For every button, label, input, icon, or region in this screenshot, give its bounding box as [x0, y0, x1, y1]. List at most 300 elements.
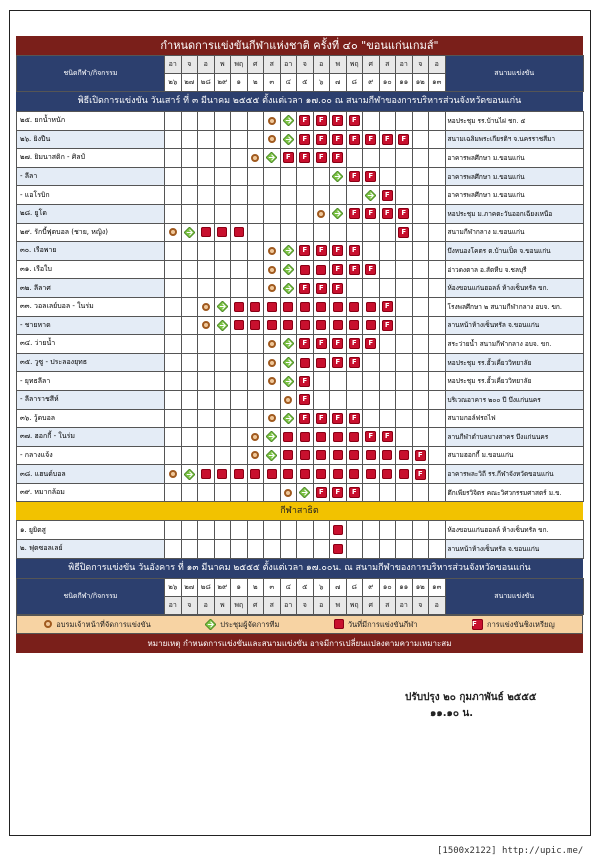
- day-cell: อา: [165, 56, 182, 74]
- competition-day-icon: [366, 302, 376, 312]
- date-cell: ๓: [264, 74, 281, 92]
- schedule-cell: [313, 186, 330, 205]
- venue-name: บริเวณอาคาร ๒๐๐ ปี บึงแก่นนคร: [445, 390, 584, 409]
- schedule-cell: [363, 130, 380, 149]
- schedule-cell: [412, 297, 429, 316]
- schedule-cell: [231, 465, 248, 484]
- medal-icon: F: [365, 264, 376, 275]
- date-cell: ๒: [247, 74, 264, 92]
- table-row: [17, 112, 584, 131]
- schedule-cell: [181, 297, 198, 316]
- competition-day-icon: [250, 469, 260, 479]
- schedule-cell: [247, 483, 264, 502]
- schedule-cell: [165, 483, 182, 502]
- sport-name: ๒. ฟุตซอลเลย์: [17, 540, 165, 559]
- ring-icon: [202, 321, 210, 329]
- sport-name: - กลางแจ้ง: [17, 446, 165, 465]
- table-row: [17, 446, 584, 465]
- revised-date: ปรับปรุง ๒๐ กุมภาพันธ์ ๒๕๕๕: [405, 692, 537, 703]
- schedule-cell: [379, 446, 396, 465]
- schedule-cell: [313, 167, 330, 186]
- schedule-cell: [198, 186, 215, 205]
- schedule-cell: [181, 167, 198, 186]
- schedule-cell: [247, 167, 264, 186]
- schedule-cell: [165, 428, 182, 447]
- sport-name: ๓๙. หมากล้อม: [17, 483, 165, 502]
- venue-name: อาคารพลศึกษา ม.ขอนแก่น: [445, 149, 584, 168]
- competition-day-icon: [334, 619, 344, 629]
- medal-icon: F: [332, 245, 343, 256]
- schedule-cell: [346, 353, 363, 372]
- day-cell: อา: [280, 596, 297, 614]
- schedule-cell: [214, 353, 231, 372]
- schedule-cell: [396, 279, 413, 298]
- schedule-cell: [297, 446, 314, 465]
- schedule-cell: [297, 167, 314, 186]
- schedule-cell: [330, 279, 347, 298]
- schedule-cell: [297, 353, 314, 372]
- schedule-cell: [264, 186, 281, 205]
- schedule-cell: [429, 390, 446, 409]
- sports-table: [16, 111, 584, 502]
- medal-icon: F: [365, 208, 376, 219]
- ring-icon: [284, 489, 292, 497]
- medal-icon: F: [299, 245, 310, 256]
- schedule-cell: [214, 130, 231, 149]
- competition-day-icon: [316, 320, 326, 330]
- arrow-icon: [283, 283, 294, 294]
- schedule-cell: [247, 390, 264, 409]
- schedule-cell: [198, 353, 215, 372]
- competition-day-icon: [250, 320, 260, 330]
- schedule-cell: [412, 446, 429, 465]
- schedule-cell: [231, 204, 248, 223]
- table-row: [17, 149, 584, 168]
- schedule-cell: [264, 297, 281, 316]
- schedule-cell: [231, 279, 248, 298]
- schedule-cell: [297, 279, 314, 298]
- schedule-cell: [379, 167, 396, 186]
- schedule-cell: [231, 186, 248, 205]
- schedule-cell: [330, 372, 347, 391]
- schedule-cell: [280, 446, 297, 465]
- medal-icon: F: [299, 338, 310, 349]
- schedule-cell: [297, 130, 314, 149]
- schedule-cell: [330, 130, 347, 149]
- schedule-cell: [231, 390, 248, 409]
- table-row: [17, 130, 584, 149]
- competition-day-icon: [201, 227, 211, 237]
- schedule-cell: [379, 390, 396, 409]
- day-cell: พฤ: [231, 56, 248, 74]
- ring-icon: [202, 303, 210, 311]
- competition-day-icon: [234, 469, 244, 479]
- schedule-cell: [396, 409, 413, 428]
- date-cell: ๒: [247, 578, 264, 596]
- medal-icon: F: [299, 115, 310, 126]
- schedule-title: กำหนดการแข่งขันกีฬาแห่งชาติ ครั้งที่ ๔๐ "ขอนแก่นเกมส์": [16, 36, 583, 55]
- competition-day-icon: [333, 544, 343, 554]
- medal-icon: F: [332, 134, 343, 145]
- ring-icon: [268, 247, 276, 255]
- venue-name: ห้องขอนแก่นฮอลล์ ห้างเซ็นทรัล ขก.: [445, 279, 584, 298]
- schedule-cell: [247, 279, 264, 298]
- schedule-cell: [198, 223, 215, 242]
- footer-header-table: [16, 578, 584, 615]
- venue-column-header-bottom: สนามแข่งขัน: [445, 578, 584, 614]
- schedule-cell: [247, 335, 264, 354]
- venue-name: สนามกีฬากลาง ม.ขอนแก่น: [445, 223, 584, 242]
- competition-day-icon: [316, 450, 326, 460]
- schedule-cell: [198, 112, 215, 131]
- competition-day-icon: [283, 469, 293, 479]
- schedule-cell: [379, 353, 396, 372]
- competition-day-icon: [366, 320, 376, 330]
- competition-day-icon: [283, 302, 293, 312]
- schedule-cell: [231, 130, 248, 149]
- schedule-cell: [297, 204, 314, 223]
- schedule-cell: [396, 465, 413, 484]
- sport-name: - ลีลาราชสีห์: [17, 390, 165, 409]
- competition-day-icon: [283, 320, 293, 330]
- schedule-cell: [363, 428, 380, 447]
- schedule-cell: [297, 149, 314, 168]
- day-cell: ส: [264, 596, 281, 614]
- schedule-cell: [264, 390, 281, 409]
- competition-day-icon: [349, 320, 359, 330]
- day-cell: ศ: [247, 56, 264, 74]
- date-cell: ๒๘: [198, 74, 215, 92]
- competition-day-icon: [333, 450, 343, 460]
- arrow-icon: [184, 227, 195, 238]
- venue-name: โรงพลศึกษา ๒ สนามกีฬากลาง อบจ. ขก.: [445, 297, 584, 316]
- day-cell: ศ: [363, 596, 380, 614]
- schedule-cell: [313, 316, 330, 335]
- schedule-cell: [346, 242, 363, 261]
- schedule-cell: [363, 186, 380, 205]
- table-row: [17, 186, 584, 205]
- schedule-cell: [363, 279, 380, 298]
- venue-name: อาคารพลศึกษา ม.ขอนแก่น: [445, 186, 584, 205]
- schedule-cell: [313, 465, 330, 484]
- schedule-cell: [396, 130, 413, 149]
- day-cell: ศ: [247, 596, 264, 614]
- schedule-cell: [330, 242, 347, 261]
- schedule-cell: [412, 204, 429, 223]
- day-cell: อ: [429, 596, 446, 614]
- schedule-cell: [264, 335, 281, 354]
- day-cell: พ: [330, 56, 347, 74]
- sport-name: ๓๒. ลีลาศ: [17, 279, 165, 298]
- schedule-cell: [214, 204, 231, 223]
- schedule-cell: [412, 279, 429, 298]
- arrow-icon: [217, 301, 228, 312]
- competition-day-icon: [333, 469, 343, 479]
- schedule-cell: [363, 390, 380, 409]
- schedule-cell: [214, 390, 231, 409]
- schedule-cell: [214, 242, 231, 261]
- schedule-cell: [429, 260, 446, 279]
- schedule-cell: [231, 483, 248, 502]
- schedule-cell: [264, 353, 281, 372]
- competition-day-icon: [267, 320, 277, 330]
- schedule-cell: [412, 353, 429, 372]
- schedule-cell: [165, 335, 182, 354]
- day-cell: พ: [214, 596, 231, 614]
- schedule-cell: [247, 409, 264, 428]
- date-cell: ๒๘: [198, 578, 215, 596]
- table-row: [17, 353, 584, 372]
- schedule-cell: [313, 483, 330, 502]
- schedule-cell: [429, 130, 446, 149]
- schedule-cell: [231, 540, 248, 559]
- competition-day-icon: [300, 469, 310, 479]
- schedule-cell: [396, 186, 413, 205]
- medal-icon: F: [349, 134, 360, 145]
- competition-day-icon: [333, 432, 343, 442]
- schedule-cell: [214, 186, 231, 205]
- schedule-cell: [379, 242, 396, 261]
- schedule-cell: [280, 372, 297, 391]
- schedule-cell: [214, 521, 231, 540]
- schedule-cell: [280, 521, 297, 540]
- venue-column-header: สนามแข่งขัน: [445, 56, 584, 92]
- schedule-cell: [379, 112, 396, 131]
- schedule-cell: [198, 242, 215, 261]
- competition-day-icon: [399, 450, 409, 460]
- schedule-cell: [181, 521, 198, 540]
- schedule-cell: [165, 167, 182, 186]
- ring-icon: [284, 396, 292, 404]
- schedule-cell: [429, 483, 446, 502]
- schedule-cell: [198, 465, 215, 484]
- schedule-cell: [198, 297, 215, 316]
- medal-icon: F: [382, 190, 393, 201]
- table-row: [17, 167, 584, 186]
- competition-day-icon: [316, 432, 326, 442]
- schedule-cell: [330, 353, 347, 372]
- medal-icon: F: [316, 245, 327, 256]
- schedule-cell: [363, 521, 380, 540]
- schedule-cell: [165, 390, 182, 409]
- schedule-cell: [313, 130, 330, 149]
- venue-name: หอประชุม รร.ฮั้วเคี่ยววิทยาลัย: [445, 353, 584, 372]
- schedule-cell: [297, 409, 314, 428]
- medal-icon: F: [398, 134, 409, 145]
- schedule-cell: [247, 204, 264, 223]
- schedule-cell: [264, 428, 281, 447]
- schedule-cell: [396, 167, 413, 186]
- schedule-cell: [363, 316, 380, 335]
- schedule-cell: [346, 483, 363, 502]
- schedule-cell: [214, 465, 231, 484]
- schedule-cell: [379, 335, 396, 354]
- medal-icon: F: [332, 283, 343, 294]
- schedule-cell: [247, 316, 264, 335]
- day-cell: พฤ: [346, 56, 363, 74]
- schedule-cell: [297, 260, 314, 279]
- schedule-cell: [346, 428, 363, 447]
- venue-name: อ่าวดงตาล อ.สัตหีบ จ.ชลบุรี: [445, 260, 584, 279]
- arrow-icon: [299, 487, 310, 498]
- schedule-cell: [379, 260, 396, 279]
- schedule-cell: [346, 260, 363, 279]
- schedule-cell: [280, 279, 297, 298]
- competition-day-icon: [316, 302, 326, 312]
- schedule-cell: [346, 186, 363, 205]
- schedule-cell: [363, 465, 380, 484]
- schedule-cell: [264, 409, 281, 428]
- day-cell: จ: [297, 596, 314, 614]
- schedule-cell: [346, 465, 363, 484]
- schedule-cell: [330, 428, 347, 447]
- schedule-cell: [346, 390, 363, 409]
- schedule-cell: [412, 428, 429, 447]
- schedule-cell: [396, 540, 413, 559]
- schedule-cell: [231, 372, 248, 391]
- medal-icon: F: [299, 134, 310, 145]
- schedule-cell: [396, 149, 413, 168]
- sport-name: ๑. ยูยิตสู: [17, 521, 165, 540]
- schedule-cell: [330, 465, 347, 484]
- schedule-cell: [412, 149, 429, 168]
- ring-icon: [268, 377, 276, 385]
- venue-name: หอประชุม รร.บ้านไผ่ ชก. ๕: [445, 112, 584, 131]
- schedule-cell: [379, 316, 396, 335]
- schedule-cell: [297, 335, 314, 354]
- schedule-cell: [181, 540, 198, 559]
- sport-name: ๓๕. วูซู - ประลองยุทธ: [17, 353, 165, 372]
- schedule-cell: [165, 316, 182, 335]
- schedule-cell: [165, 186, 182, 205]
- sport-name: ๒๗. ยิมนาสติก - ศิลป์: [17, 149, 165, 168]
- schedule-cell: [330, 297, 347, 316]
- date-cell: ๑: [231, 74, 248, 92]
- schedule-cell: [214, 446, 231, 465]
- competition-day-icon: [366, 469, 376, 479]
- schedule-cell: [297, 521, 314, 540]
- medal-icon: F: [299, 376, 310, 387]
- schedule-cell: [429, 446, 446, 465]
- date-cell: ๑๑: [396, 578, 413, 596]
- sport-name: - แอโรบิก: [17, 186, 165, 205]
- schedule-cell: [379, 540, 396, 559]
- schedule-cell: [280, 167, 297, 186]
- schedule-cell: [181, 372, 198, 391]
- competition-day-icon: [300, 450, 310, 460]
- table-row: [17, 409, 584, 428]
- schedule-cell: [280, 297, 297, 316]
- schedule-cell: [313, 279, 330, 298]
- schedule-cell: [181, 335, 198, 354]
- schedule-cell: [412, 242, 429, 261]
- ring-icon: [251, 451, 259, 459]
- schedule-cell: [231, 242, 248, 261]
- schedule-cell: [264, 316, 281, 335]
- competition-day-icon: [366, 450, 376, 460]
- schedule-cell: [313, 223, 330, 242]
- schedule-cell: [313, 112, 330, 131]
- venue-name: ลานหน้าห้างเซ็นทรัล จ.ขอนแก่น: [445, 540, 584, 559]
- schedule-cell: [297, 390, 314, 409]
- schedule-cell: [379, 223, 396, 242]
- table-row: [17, 242, 584, 261]
- schedule-cell: [412, 335, 429, 354]
- schedule-cell: [346, 130, 363, 149]
- medal-icon: F: [299, 413, 310, 424]
- schedule-cell: [313, 297, 330, 316]
- schedule-cell: [330, 316, 347, 335]
- schedule-cell: [181, 130, 198, 149]
- schedule-cell: [297, 223, 314, 242]
- schedule-cell: [363, 242, 380, 261]
- medal-icon: F: [382, 320, 393, 331]
- schedule-cell: [396, 483, 413, 502]
- schedule-cell: [346, 540, 363, 559]
- venue-name: ลานหน้าห้างเซ็นทรัล จ.ขอนแก่น: [445, 316, 584, 335]
- schedule-cell: [313, 428, 330, 447]
- schedule-cell: [214, 540, 231, 559]
- day-cell: พฤ: [231, 596, 248, 614]
- schedule-cell: [363, 540, 380, 559]
- schedule-cell: [165, 297, 182, 316]
- day-cell: จ: [181, 596, 198, 614]
- schedule-cell: [396, 428, 413, 447]
- table-row: [17, 465, 584, 484]
- schedule-cell: [412, 223, 429, 242]
- schedule-cell: [396, 242, 413, 261]
- schedule-cell: [214, 223, 231, 242]
- schedule-cell: [181, 260, 198, 279]
- competition-day-icon: [300, 358, 310, 368]
- schedule-cell: [363, 353, 380, 372]
- table-row: [17, 297, 584, 316]
- schedule-cell: [363, 112, 380, 131]
- date-cell: ๙: [363, 74, 380, 92]
- competition-day-icon: [316, 469, 326, 479]
- schedule-cell: [165, 465, 182, 484]
- revised-time: ๑๑.๑๐ น.: [430, 708, 474, 719]
- demo-table: [16, 520, 584, 558]
- medal-icon: F: [283, 152, 294, 163]
- table-row: [17, 540, 584, 559]
- ring-icon: [251, 433, 259, 441]
- date-cell: ๔: [280, 74, 297, 92]
- schedule-cell: [181, 428, 198, 447]
- schedule-cell: [412, 130, 429, 149]
- ring-icon: [169, 470, 177, 478]
- date-cell: ๖: [313, 578, 330, 596]
- arrow-icon: [283, 245, 294, 256]
- schedule-cell: [330, 483, 347, 502]
- day-cell: อ: [198, 56, 215, 74]
- schedule-cell: [247, 130, 264, 149]
- schedule-cell: [330, 149, 347, 168]
- competition-day-icon: [316, 358, 326, 368]
- sport-column-header: ชนิดกีฬา/กิจกรรม: [17, 56, 165, 92]
- schedule-cell: [363, 409, 380, 428]
- medal-icon: F: [382, 431, 393, 442]
- medal-icon: F: [316, 487, 327, 498]
- date-cell: ๙: [363, 578, 380, 596]
- schedule-cell: [198, 335, 215, 354]
- sport-name: ๓๑. เรือใบ: [17, 260, 165, 279]
- schedule-cell: [346, 316, 363, 335]
- date-cell: ๕: [297, 578, 314, 596]
- schedule-cell: [396, 112, 413, 131]
- schedule-cell: [313, 409, 330, 428]
- schedule-cell: [165, 242, 182, 261]
